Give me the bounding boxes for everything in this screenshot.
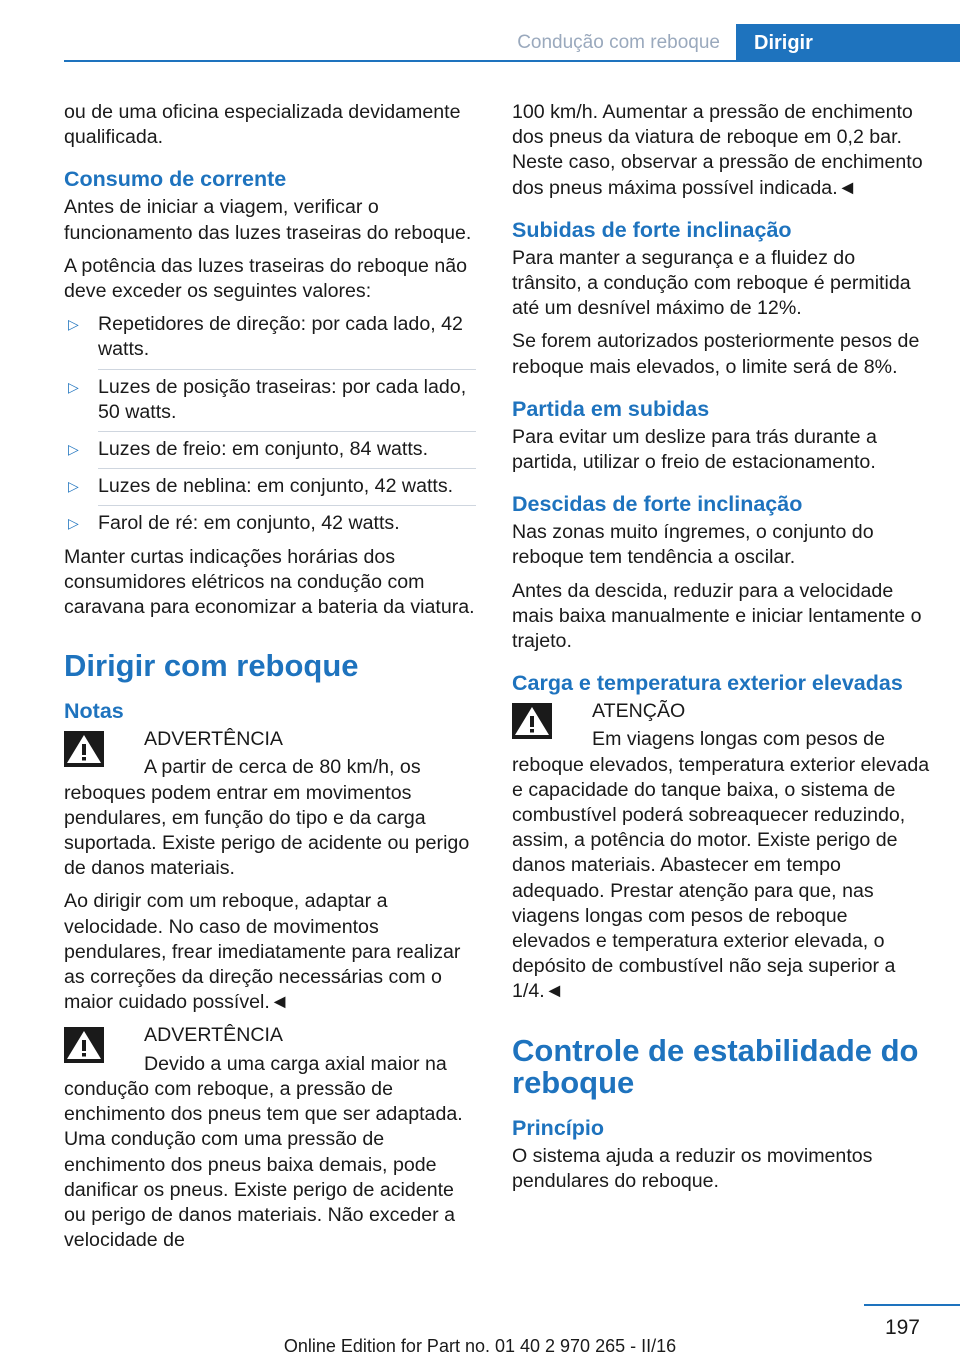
list-item	[64, 437, 476, 469]
warning-title: ADVERTÊNCIA	[144, 728, 284, 751]
header-section-title: Condução com reboque	[517, 32, 720, 53]
list-item-text: Luzes de neblina: em conjunto, 42 watts.	[98, 475, 454, 498]
heading-carga: Carga e temperatura exterior elevadas	[512, 671, 903, 696]
list-item-text: Luzes de posição traseiras: por cada lado, 50 watts.	[98, 375, 467, 423]
intro-paragraph: ou de uma oficina especializada devidamente qualificada.	[64, 101, 461, 149]
list-item	[64, 375, 476, 432]
consumo-paragraph-3: Manter curtas indicações horárias dos consumidores elétricos na condução com caravana para economizar a bateria da viatura.	[64, 545, 475, 619]
heading-principio: Princípio	[512, 1115, 604, 1140]
list-item-text: Luzes de freio: em conjunto, 84 watts.	[98, 438, 429, 461]
warning-triangle-icon	[512, 703, 552, 739]
list-item-text: Farol de ré: em conjunto, 42 watts.	[98, 512, 400, 535]
descidas-paragraph-2: Antes da descida, reduzir para a velocidade mais baixa manualmente e iniciar lentamente o trajeto.	[512, 579, 922, 653]
left-column	[64, 100, 476, 1261]
heading-controle-estabilidade: Controle de estabilidade do reboque	[512, 1032, 919, 1100]
heading-subidas: Subidas de forte inclinação	[512, 217, 792, 242]
warning-block-1	[64, 727, 476, 881]
triangle-bullet-icon: ▷	[68, 378, 79, 395]
notas-paragraph: Ao dirigir com um reboque, adaptar a velocidade. No caso de movimentos pendulares, frear imediatamente para realizar as correções da direção necessárias com o maior cuidado possível.◄	[64, 890, 461, 1014]
edition-footer: Online Edition for Part no. 01 40 2 970 265 - II/16	[283, 1336, 677, 1356]
list-item	[64, 511, 476, 536]
list-item-text: Repetidores de direção: por cada lado, 42 watts.	[98, 313, 463, 361]
page-header	[0, 24, 960, 62]
warning-title: ADVERTÊNCIA	[144, 1024, 284, 1047]
footer-rule	[864, 1304, 960, 1306]
heading-partida: Partida em subidas	[512, 396, 710, 421]
consumo-paragraph-1: Antes de iniciar a viagem, verificar o funcionamento das luzes traseiras do reboque.	[64, 196, 472, 244]
heading-consumo: Consumo de corrente	[64, 167, 287, 192]
list-item	[64, 312, 476, 369]
warning-block-3	[512, 699, 930, 1004]
warning-text: Devido a uma carga axial maior na condução com reboque, a pressão de enchimento dos pneus tem que ser adaptada. Uma condução com uma pressão de enchimento dos pneus baixa demais, pode danificar os pneus. Existe perigo de acidente ou perigo de danos materiais. Não exceder a velocidade de	[64, 1052, 463, 1252]
right-column	[512, 100, 930, 1202]
header-chapter-tab: Dirigir	[736, 24, 960, 62]
consumo-paragraph-2: A potência das luzes traseiras do reboque não deve exceder os seguintes valores:	[64, 254, 468, 303]
triangle-bullet-icon: ▷	[68, 515, 79, 532]
subidas-paragraph-1: Para manter a segurança e a fluidez do trânsito, a condução com reboque é permitida até um desnível máximo de 12%.	[512, 246, 911, 320]
continued-paragraph: 100 km/h. Aumentar a pressão de enchimento dos pneus da viatura de reboque em 0,2 bar. Neste caso, observar a pressão de enchimento dos pneus máxima possível indicada.◄	[512, 101, 923, 199]
heading-descidas: Descidas de forte inclinação	[512, 492, 803, 517]
partida-paragraph: Para evitar um deslize para trás durante a partida, utilizar o freio de estacionamento.	[512, 425, 877, 474]
page-number: 197	[884, 1316, 920, 1339]
warning-block-2	[64, 1023, 476, 1253]
warning-text: A partir de cerca de 80 km/h, os reboques podem entrar em movimentos pendulares, em função do tipo e da carga suportada. Existe perigo de acidente ou perigo de danos materiais.	[64, 756, 470, 880]
warning-text: Em viagens longas com pesos de reboque elevados, temperatura exterior elevada e capacidade do tanque baixa, o sistema de combustível poderá sobreaquecer reduzindo, assim, a potência do motor. Existe perigo de danos materiais. Abastecer em tempo adequado. Prestar atenção para que, nas viagens longas com pesos de reboque elevados e temperatura exterior elevada, o depósito de combustível não seja superior a 1/4.◄	[512, 728, 930, 1003]
heading-notas: Notas	[64, 699, 124, 724]
principio-paragraph: O sistema ajuda a reduzir os movimentos pendulares do reboque.	[512, 1144, 873, 1192]
subidas-paragraph-2: Se forem autorizados posteriormente pesos de reboque mais elevados, o limite será de 8%.	[512, 330, 920, 378]
warning-triangle-icon	[64, 1027, 104, 1063]
triangle-bullet-icon: ▷	[68, 316, 79, 333]
triangle-bullet-icon: ▷	[68, 478, 79, 495]
warning-title: ATENÇÃO	[592, 700, 686, 723]
list-item	[64, 474, 476, 506]
heading-dirigir-com-reboque: Dirigir com reboque	[64, 648, 359, 684]
triangle-bullet-icon: ▷	[68, 441, 79, 458]
warning-triangle-icon	[64, 731, 104, 767]
descidas-paragraph-1: Nas zonas muito íngremes, o conjunto do reboque tem tendência a oscilar.	[512, 521, 874, 569]
power-limits-list	[64, 312, 476, 536]
